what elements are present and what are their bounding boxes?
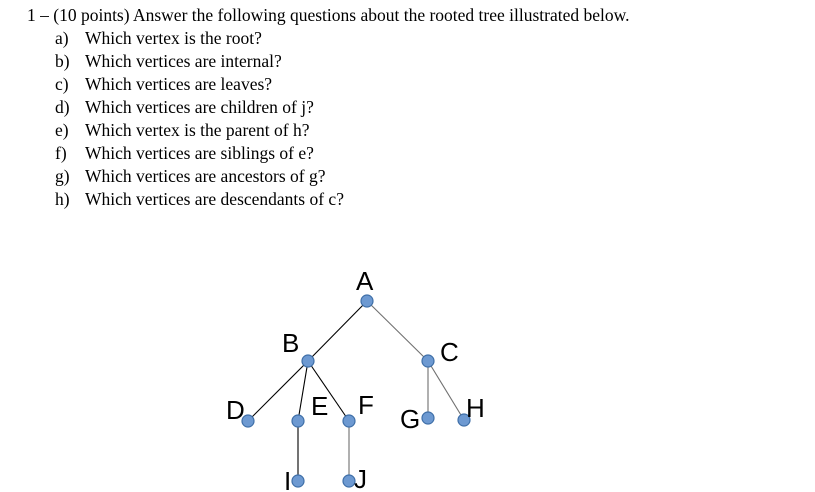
sub-question-text: Which vertices are descendants of c? [85, 189, 344, 209]
sub-question-letter: c) [55, 74, 69, 94]
label-g: G [400, 404, 421, 434]
node-b [302, 355, 314, 367]
label-h: H [466, 393, 485, 423]
label-e: E [311, 391, 329, 421]
label-d: D [226, 395, 245, 425]
sub-question-text: Which vertices are children of j? [85, 97, 314, 117]
label-f: F [358, 390, 374, 420]
sub-question-text: Which vertex is the parent of h? [85, 120, 310, 140]
node-i [292, 475, 304, 487]
label-b: B [282, 328, 300, 358]
sub-question-text: Which vertices are internal? [85, 51, 282, 71]
sub-question-letter: d) [55, 97, 70, 117]
sub-question-letter: f) [55, 143, 67, 163]
edge-a-c [367, 301, 428, 361]
node-c [422, 355, 434, 367]
node-g [422, 412, 434, 424]
tree-edges [248, 301, 464, 481]
question-heading: 1 – (10 points) Answer the following questions about the rooted tree illustrated below. [27, 5, 630, 25]
label-a: A [356, 266, 374, 296]
sub-question-letter: h) [55, 189, 70, 209]
label-c: C [440, 337, 459, 367]
sub-question-letter: a) [55, 28, 69, 48]
sub-question-letter: b) [55, 51, 70, 71]
sub-question-letter: e) [55, 120, 69, 140]
node-a [361, 295, 373, 307]
sub-question-text: Which vertex is the root? [85, 28, 262, 48]
sub-question-text: Which vertices are ancestors of g? [85, 166, 326, 186]
sub-question-letter: g) [55, 166, 70, 186]
label-j: J [354, 464, 367, 492]
label-i: I [284, 466, 292, 492]
sub-question-text: Which vertices are leaves? [85, 74, 273, 94]
edge-c-h [428, 361, 464, 420]
tree-labels [226, 266, 485, 492]
node-f [343, 415, 355, 427]
sub-question-text: Which vertices are siblings of e? [85, 143, 314, 163]
tree-nodes [242, 295, 470, 487]
node-e [292, 415, 304, 427]
edge-a-b [308, 301, 367, 361]
